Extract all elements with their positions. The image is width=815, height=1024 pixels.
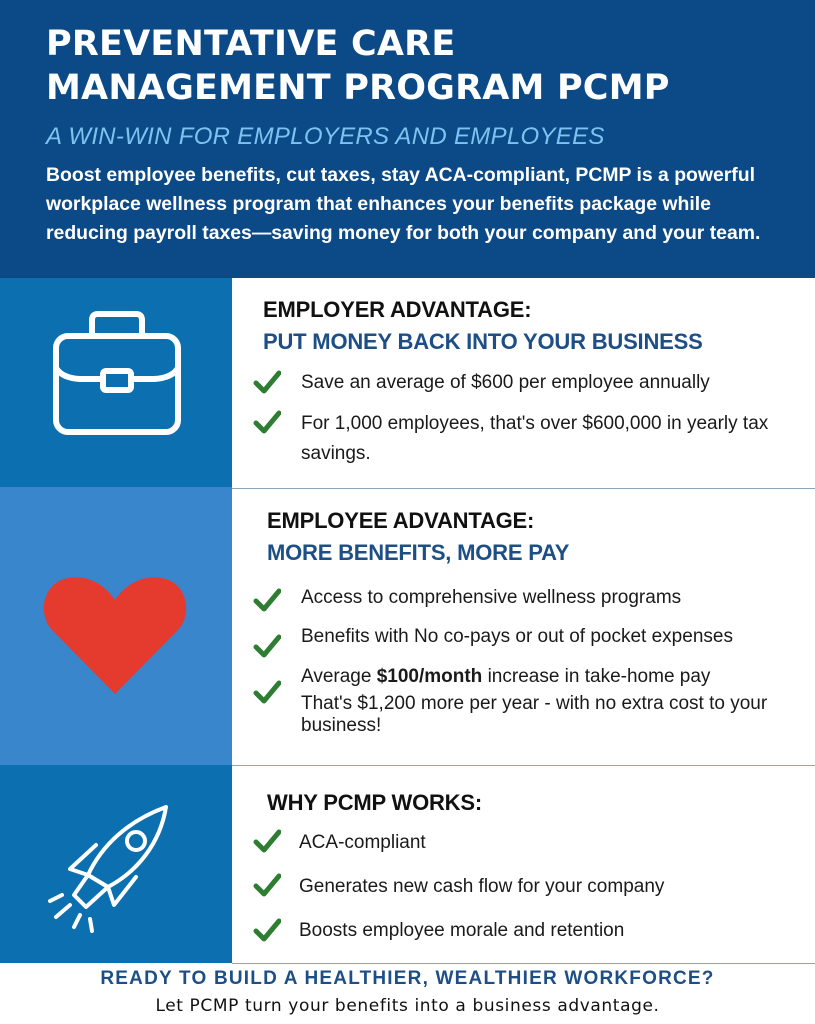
rocket-icon <box>0 765 232 963</box>
check-icon <box>253 588 281 612</box>
employer-heading: EMPLOYER ADVANTAGE: <box>263 297 532 322</box>
why-heading: WHY PCMP WORKS: <box>267 790 482 815</box>
check-icon <box>253 918 281 942</box>
list-item <box>301 585 801 610</box>
list-item <box>299 918 799 943</box>
list-item-text: For 1,000 employees, that's over $600,000 in yearly tax savings. <box>301 413 769 464</box>
page-subtitle: A WIN-WIN FOR EMPLOYERS AND EMPLOYEES <box>46 123 605 150</box>
list-item-text-continued: That's $1,200 more per year - with no extra cost to your business! <box>301 693 768 736</box>
employee-subheading: MORE BENEFITS, MORE PAY <box>267 540 570 565</box>
footer-tagline: Let PCMP turn your benefits into a business advantage. <box>155 996 660 1016</box>
list-item-text: Boosts employee morale and retention <box>299 920 625 941</box>
list-item-text: ACA-compliant <box>299 832 426 853</box>
section-divider <box>232 488 815 489</box>
footer-call-to-action: READY TO BUILD A HEALTHIER, WEALTHIER WORKFORCE? <box>100 968 715 989</box>
title-line-1: PREVENTATIVE CARE <box>46 24 456 64</box>
list-item <box>301 409 791 469</box>
list-item <box>301 370 801 395</box>
list-item-text <box>301 664 801 689</box>
employer-icon-panel <box>0 278 232 487</box>
header-banner <box>0 0 815 278</box>
employee-icon-panel <box>0 487 232 765</box>
employer-subheading: PUT MONEY BACK INTO YOUR BUSINESS <box>263 329 703 354</box>
list-item-text: Save an average of $600 per employee annually <box>301 372 710 393</box>
section-divider <box>232 765 815 766</box>
check-icon <box>253 873 281 897</box>
check-icon <box>253 634 281 658</box>
check-icon <box>253 829 281 853</box>
list-item <box>301 624 811 649</box>
list-item-text: Benefits with No co-pays or out of pocket expenses <box>301 626 733 647</box>
check-icon <box>253 410 281 434</box>
pay-prefix: Average <box>301 666 377 687</box>
heart-icon <box>0 487 232 765</box>
page-title <box>46 22 786 110</box>
pay-amount: $100/month <box>376 666 483 687</box>
list-item-text: Access to comprehensive wellness programs <box>301 587 682 608</box>
section-divider <box>232 963 815 964</box>
check-icon <box>253 680 281 704</box>
check-icon <box>253 370 281 394</box>
list-item <box>299 830 799 855</box>
pay-suffix: increase in take-home pay <box>482 666 711 687</box>
title-line-2: MANAGEMENT PROGRAM PCMP <box>46 68 670 108</box>
list-item <box>301 664 801 737</box>
briefcase-icon <box>0 278 232 487</box>
employee-heading: EMPLOYEE ADVANTAGE: <box>267 508 535 533</box>
list-item-text: Generates new cash flow for your company <box>299 876 665 897</box>
why-icon-panel <box>0 765 232 963</box>
intro-paragraph: Boost employee benefits, cut taxes, stay ACA-compliant, PCMP is a powerful workplace wellness program that enhances your benefits package while reducing payroll taxes—saving money for both your company and your team. <box>46 164 761 244</box>
list-item <box>299 874 799 899</box>
